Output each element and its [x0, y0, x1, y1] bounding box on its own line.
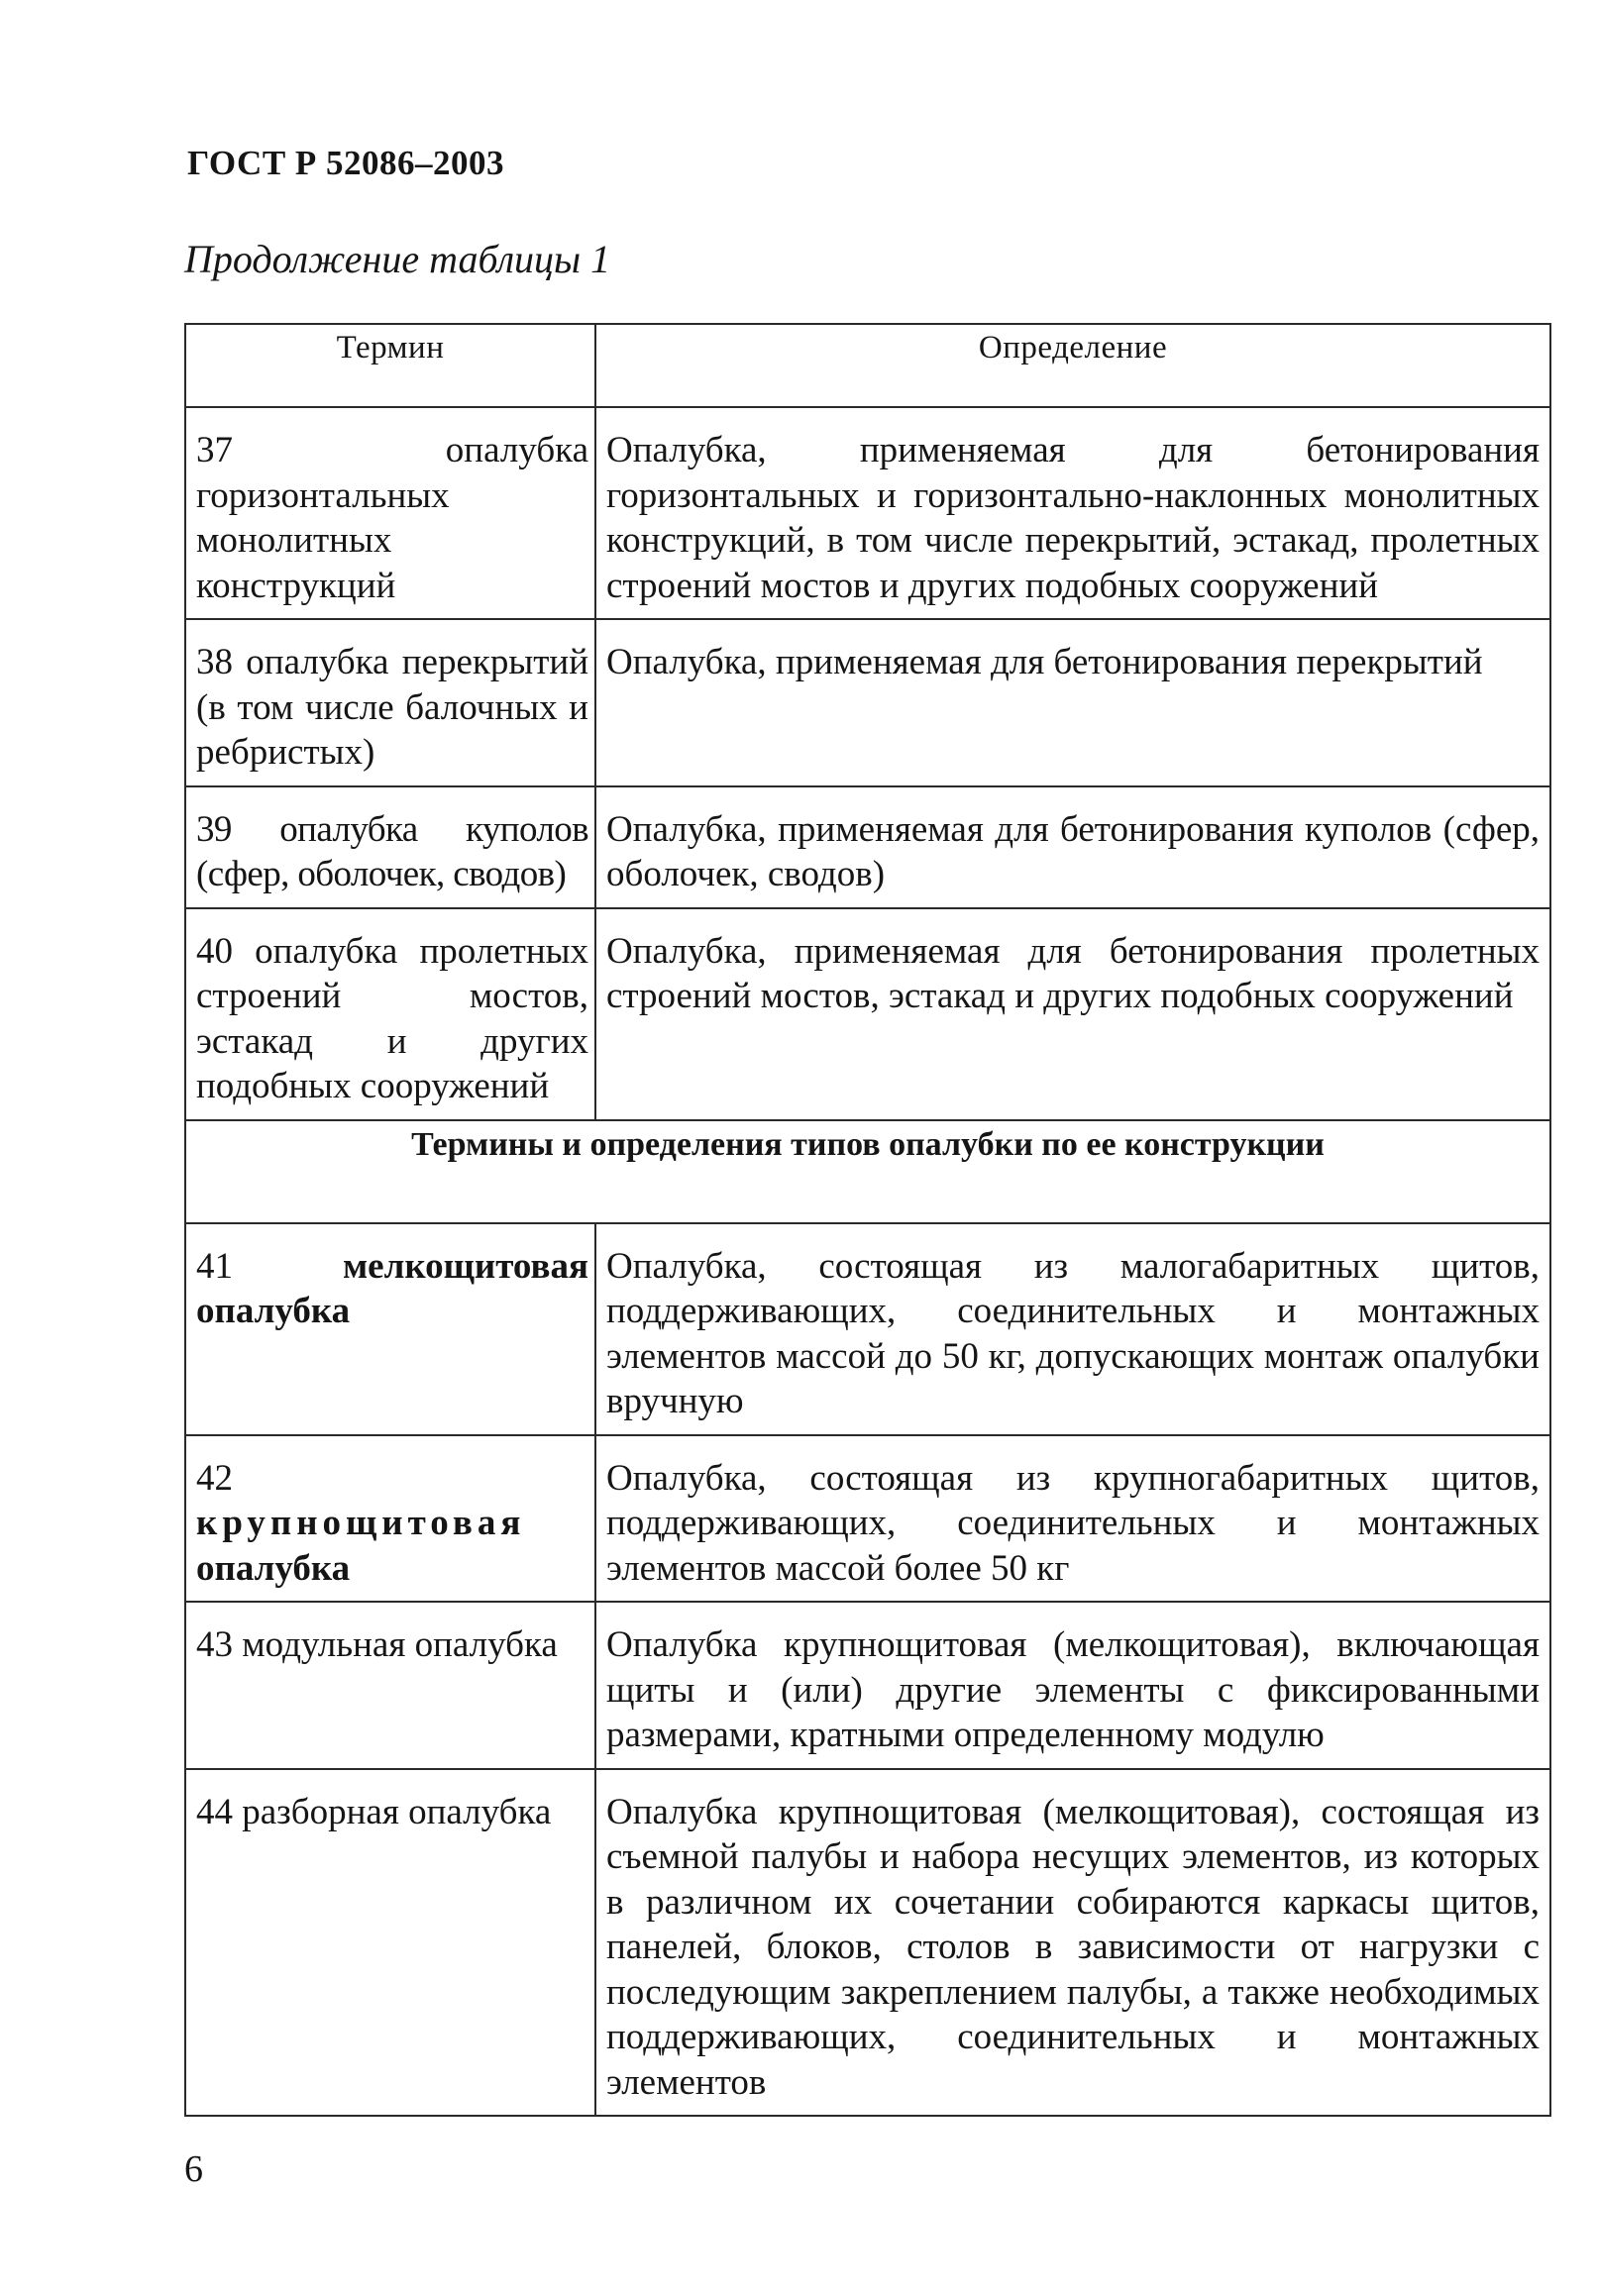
term-cell [185, 1223, 595, 1435]
table-continuation-caption: Продолжение таблицы 1 [184, 237, 611, 281]
table-row [185, 1602, 1550, 1769]
section-header-row [185, 1120, 1550, 1223]
term-text: мелкощитовая опалубка [196, 1245, 588, 1331]
term-number: 40 [196, 930, 233, 972]
term-number: 37 [196, 430, 233, 470]
term-text-word: опалубка [196, 1547, 351, 1589]
column-header-definition: Определение [595, 324, 1550, 407]
term-number: 39 [196, 808, 232, 850]
definition-cell: Опалубка, применяемая для бетонирования горизонтальных и горизонтально-наклонных монолитных конструкций, в том числе перекрытий, эстакад, пролетных строений мостов и других подобных сооружений [595, 407, 1550, 619]
table-row [185, 1223, 1550, 1435]
term-text: опалубка перекрытий (в том числе балочных и ребристых) [196, 642, 588, 773]
term-text: разборная опалубка [242, 1791, 552, 1832]
term-cell [185, 786, 595, 908]
definition-cell: Опалубка крупнощитовая (мелкощитовая), состоящая из съемной палубы и набора несущих элементов, из которых в различном их сочетании собираются каркасы щитов, панелей, блоков, столов в зависимости от нагрузки с последующим закреплением палубы, а также необходимых поддерживающих, соединительных и монтажных элементов [595, 1769, 1550, 2117]
term-cell [185, 1602, 595, 1769]
column-header-term: Термин [185, 324, 595, 407]
definition-cell: Опалубка, состоящая из крупногабаритных щитов, поддерживающих, соединительных и монтажных элементов массой более 50 кг [595, 1435, 1550, 1603]
definition-cell: Опалубка, применяемая для бетонирования перекрытий [595, 619, 1550, 786]
definition-cell: Опалубка крупнощитовая (мелкощитовая), включающая щиты и (или) другие элементы с фиксированными размерами, кратными определенному модулю [595, 1602, 1550, 1769]
term-number: 42 [196, 1457, 233, 1499]
term-text-word: крупнощитовая [196, 1503, 526, 1543]
term-number: 43 [196, 1624, 233, 1665]
table-row [185, 908, 1550, 1120]
term-text: опалубка горизонтальных монолитных конструкций [196, 430, 588, 606]
term-cell [185, 619, 595, 786]
term-cell [185, 1769, 595, 2117]
definition-cell: Опалубка, применяемая для бетонирования куполов (сфер, оболочек, сводов) [595, 786, 1550, 908]
table-header-row [185, 324, 1550, 407]
term-text: опалубка куполов (сфер, оболочек, сводов) [196, 808, 588, 894]
table-row [185, 619, 1550, 786]
term-cell [185, 1435, 595, 1603]
term-cell [185, 407, 595, 619]
definition-cell: Опалубка, состоящая из малогабаритных щитов, поддерживающих, соединительных и монтажных элементов массой до 50 кг, допускающих монтаж опалубки вручную [595, 1223, 1550, 1435]
document-header: ГОСТ Р 52086–2003 [187, 144, 505, 182]
table-row [185, 1769, 1550, 2117]
term-number: 38 [196, 642, 233, 682]
table-row [185, 1435, 1550, 1603]
term-text: опалубка пролетных строений мостов, эстакад и других подобных сооружений [196, 930, 588, 1106]
definition-cell: Опалубка, применяемая для бетонирования пролетных строений мостов, эстакад и других подобных сооружений [595, 908, 1550, 1120]
term-number: 44 [196, 1791, 233, 1832]
section-title: Термины и определения типов опалубки по ее конструкции [185, 1120, 1550, 1223]
terms-table [184, 323, 1551, 2117]
term-text: модульная опалубка [242, 1624, 558, 1665]
table-row [185, 407, 1550, 619]
term-cell [185, 908, 595, 1120]
table-row [185, 786, 1550, 908]
page-number: 6 [184, 2148, 203, 2190]
term-number: 41 [196, 1245, 233, 1287]
